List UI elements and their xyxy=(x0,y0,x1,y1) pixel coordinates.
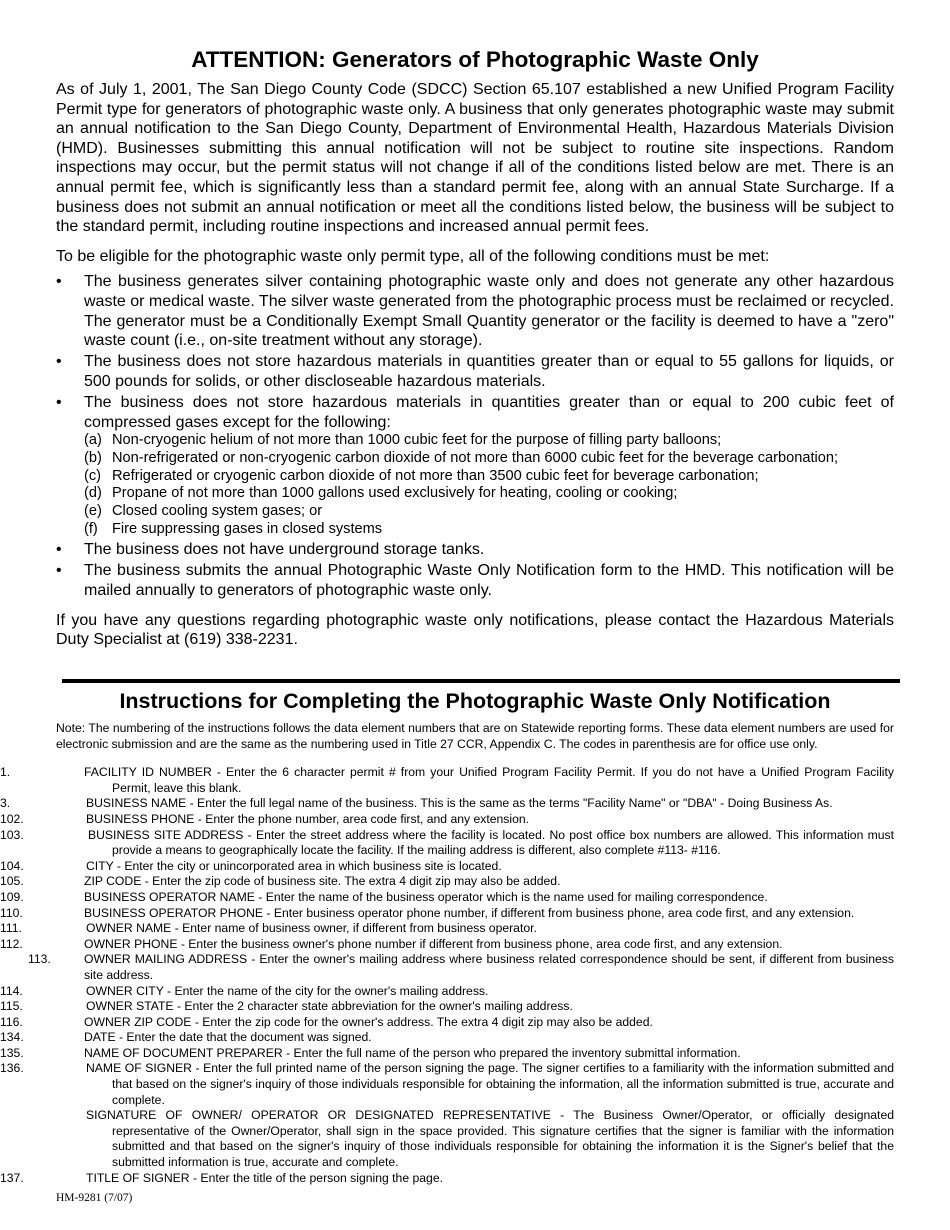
exception-item xyxy=(84,450,894,468)
exception-text: Non-refrigerated or non-cryogenic carbon dioxide of not more than 6000 cubic feet for the beverage carbonation; xyxy=(112,449,839,466)
condition-item xyxy=(56,393,894,539)
instructions-title: Instructions for Completing the Photographic Waste Only Notification xyxy=(119,689,831,713)
instruction-number: 135. xyxy=(0,1045,24,1060)
instruction-item xyxy=(0,1030,894,1046)
page-title: ATTENTION: Generators of Photographic Waste Only xyxy=(191,47,759,72)
exception-letter: (d) xyxy=(84,485,102,502)
eligibility-lead: To be eligible for the photographic waste only permit type, all of the following conditions must be met: xyxy=(56,247,770,265)
instruction-text: OWNER ZIP CODE - Enter the zip code for the owner's address. The extra 4 digit zip may also be added. xyxy=(84,1014,653,1029)
instruction-text: TITLE OF SIGNER - Enter the title of the person signing the page. xyxy=(86,1170,443,1185)
instructions-section xyxy=(0,688,894,1186)
instruction-number: 102. xyxy=(0,811,24,826)
instruction-number: 104. xyxy=(0,858,24,873)
instruction-text: BUSINESS OPERATOR PHONE - Enter business operator phone number, if different from business phone, area code first, and any extension. xyxy=(84,905,855,920)
instruction-text: ZIP CODE - Enter the zip code of business site. The extra 4 digit zip may also be added. xyxy=(84,874,561,889)
instruction-item xyxy=(0,811,894,828)
instruction-text: CITY - Enter the city or unincorporated area in which business site is located. xyxy=(86,858,502,873)
exceptions-list xyxy=(84,432,894,539)
instruction-item xyxy=(0,1014,894,1031)
instruction-text: BUSINESS OPERATOR NAME - Enter the name of the business operator which is the name used for mailing correspondence. xyxy=(84,889,768,904)
instruction-text: BUSINESS SITE ADDRESS - Enter the street address where the facility is located. No post office box numbers are allowed. This information must provide a means to geographically locate the facility. If the mailing address is different, also complete #113- #116. xyxy=(88,827,894,858)
exception-item xyxy=(84,468,894,486)
bullet-icon: • xyxy=(56,273,62,291)
instruction-number: 3. xyxy=(0,796,11,811)
exception-letter: (f) xyxy=(84,521,98,538)
condition-item xyxy=(56,540,894,560)
instruction-text: FACILITY ID NUMBER - Enter the 6 character permit # from your Unified Program Facility Permit. If you do not have a Unified Program Facility Permit, leave this blank. xyxy=(84,765,894,795)
instruction-number: 110. xyxy=(0,905,23,920)
exception-text: Refrigerated or cryogenic carbon dioxide of not more than 3500 cubic feet for beverage carbonation; xyxy=(112,467,759,484)
condition-text: The business submits the annual Photographic Waste Only Notification form to the HMD. This notification will be mailed annually to generators of photographic waste only. xyxy=(84,562,894,600)
instruction-item xyxy=(0,905,894,922)
instruction-text: OWNER CITY - Enter the name of the city for the owner's mailing address. xyxy=(86,983,489,998)
conditions-list xyxy=(56,272,894,600)
instruction-item xyxy=(0,936,894,953)
instruction-number: 112. xyxy=(0,936,23,951)
instruction-item xyxy=(0,1061,894,1108)
exception-text: Fire suppressing gases in closed systems xyxy=(112,521,383,538)
instruction-item xyxy=(0,983,894,1000)
instruction-text: OWNER NAME - Enter name of business owner, if different from business operator. xyxy=(86,921,537,936)
instruction-item-signature xyxy=(56,1108,894,1170)
bullet-icon: • xyxy=(56,393,62,411)
exception-item xyxy=(84,521,894,539)
instruction-text: BUSINESS NAME - Enter the full legal name of the business. This is the same as the terms "Facility Name" or "DBA" - Doing Business As. xyxy=(86,796,833,811)
instruction-text: OWNER STATE - Enter the 2 character state abbreviation for the owner's mailing address. xyxy=(86,999,573,1014)
instruction-item xyxy=(0,827,894,859)
bullet-icon: • xyxy=(56,541,62,559)
contact-paragraph: If you have any questions regarding photographic waste only notifications, please contact the Hazardous Materials Duty Specialist at (619) 338-2231. xyxy=(56,611,894,649)
exception-letter: (a) xyxy=(84,432,102,449)
attention-section xyxy=(56,46,894,650)
instruction-item xyxy=(0,889,894,906)
instruction-number: 136. xyxy=(0,1061,24,1076)
instruction-text: NAME OF SIGNER - Enter the full printed name of the person signing the page. The signer certifies to a familiarity with the information submitted and that based on the signer's inquiry of those individuals responsible for obtaining the information, all the information submitted is true, accurate and complete. xyxy=(86,1061,894,1107)
instruction-item xyxy=(0,796,894,812)
instruction-text: BUSINESS PHONE - Enter the phone number, area code first, and any extension. xyxy=(86,811,530,826)
instruction-number: 116. xyxy=(0,1014,23,1029)
instruction-item xyxy=(0,874,894,890)
exception-letter: (e) xyxy=(84,503,102,520)
instruction-item xyxy=(0,999,894,1015)
instruction-number: 137. xyxy=(0,1170,24,1185)
condition-text: The business does not store hazardous materials in quantities greater than or equal to 200 cubic feet of compressed gases except for the following: xyxy=(84,393,894,431)
form-number: HM-9281 (7/07) xyxy=(56,1192,133,1204)
section-divider xyxy=(62,679,900,683)
exception-letter: (c) xyxy=(84,467,102,484)
exception-text: Non-cryogenic helium of not more than 1000 cubic feet for the purpose of filling party balloons; xyxy=(112,432,722,449)
condition-item xyxy=(56,561,894,600)
instruction-number: 113. xyxy=(28,952,51,967)
condition-text: The business does not store hazardous materials in quantities greater than or equal to 55 gallons for liquids, or 500 pounds for solids, or other discloseable hazardous materials. xyxy=(84,353,894,390)
instruction-number: 111. xyxy=(0,921,22,936)
instruction-text: NAME OF DOCUMENT PREPARER - Enter the full name of the person who prepared the inventory submittal information. xyxy=(84,1045,741,1060)
instructions-list xyxy=(0,765,894,1186)
numbering-note: Note: The numbering of the instructions follows the data element numbers that are on Statewide reporting forms. These data element numbers are used for electronic submission and are the same as the numbering used in Title 27 CCR, Appendix C. The codes in parenthesis are for office use only. xyxy=(56,721,894,751)
instruction-number: 134. xyxy=(0,1030,24,1045)
instruction-number: 103. xyxy=(0,827,24,842)
instruction-text: SIGNATURE OF OWNER/ OPERATOR OR DESIGNATED REPRESENTATIVE - The Business Owner/Operator, or officially designated representative of the Owner/Operator, shall sign in the space provided. This signature certifies that the signer is familiar with the information submitted and that based on the signer's inquiry of those individuals responsible for obtaining the information it is the Signer's belief that the submitted information is true, accurate and complete. xyxy=(86,1108,894,1170)
exception-letter: (b) xyxy=(84,449,102,466)
instruction-text: OWNER PHONE - Enter the business owner's phone number if different from business phone, area code first, and any extension. xyxy=(84,936,783,951)
instruction-number: 105. xyxy=(0,874,24,889)
instruction-text: OWNER MAILING ADDRESS - Enter the owner's mailing address where business related correspondence should be sent, if different from business site address. xyxy=(84,952,894,982)
instruction-number: 109. xyxy=(0,889,24,904)
instruction-item xyxy=(0,765,894,796)
condition-item xyxy=(56,352,894,391)
condition-text: The business generates silver containing photographic waste only and does not generate any other hazardous waste or medical waste. The silver waste generated from the photographic process must be reclaimed or recycled. The generator must be a Conditionally Exempt Small Quantity generator or the facility is deemed to have a "zero" waste count (i.e., on-site treatment without any storage). xyxy=(84,273,894,350)
instruction-item xyxy=(0,921,894,937)
instruction-number: 115. xyxy=(0,999,23,1014)
instruction-number: 1. xyxy=(0,765,11,780)
condition-item xyxy=(56,272,894,350)
exception-text: Closed cooling system gases; or xyxy=(112,503,323,520)
instruction-item xyxy=(0,1045,894,1062)
instruction-item xyxy=(28,952,894,983)
intro-paragraph: As of July 1, 2001, The San Diego County Code (SDCC) Section 65.107 established a new Unified Program Facility Permit type for generators of photographic waste only. A business that only generates photographic waste may submit an annual notification to the San Diego County, Department of Environmental Health, Hazardous Materials Division (HMD). Businesses submitting this annual notification will not be subject to routine site inspections. Random inspections may occur, but the permit status will not change if all of the conditions listed below are met. There is an annual permit fee, which is significantly less than a standard permit fee, along with an annual State Surcharge. If a business does not submit an annual notification or meet all the conditions listed below, the business will be subject to the standard permit, including routine inspections and increased annual permit fees. xyxy=(56,81,894,236)
bullet-icon: • xyxy=(56,562,62,580)
instruction-text: DATE - Enter the date that the document was signed. xyxy=(84,1030,372,1045)
instruction-number: 114. xyxy=(0,983,23,998)
instruction-item xyxy=(0,858,894,875)
bullet-icon: • xyxy=(56,353,62,371)
exception-text: Propane of not more than 1000 gallons used exclusively for heating, cooling or cooking; xyxy=(112,485,678,502)
exception-item xyxy=(84,432,894,450)
exception-item xyxy=(84,503,894,521)
exception-item xyxy=(84,485,894,503)
instruction-item xyxy=(0,1170,894,1187)
condition-text: The business does not have underground storage tanks. xyxy=(84,541,485,559)
